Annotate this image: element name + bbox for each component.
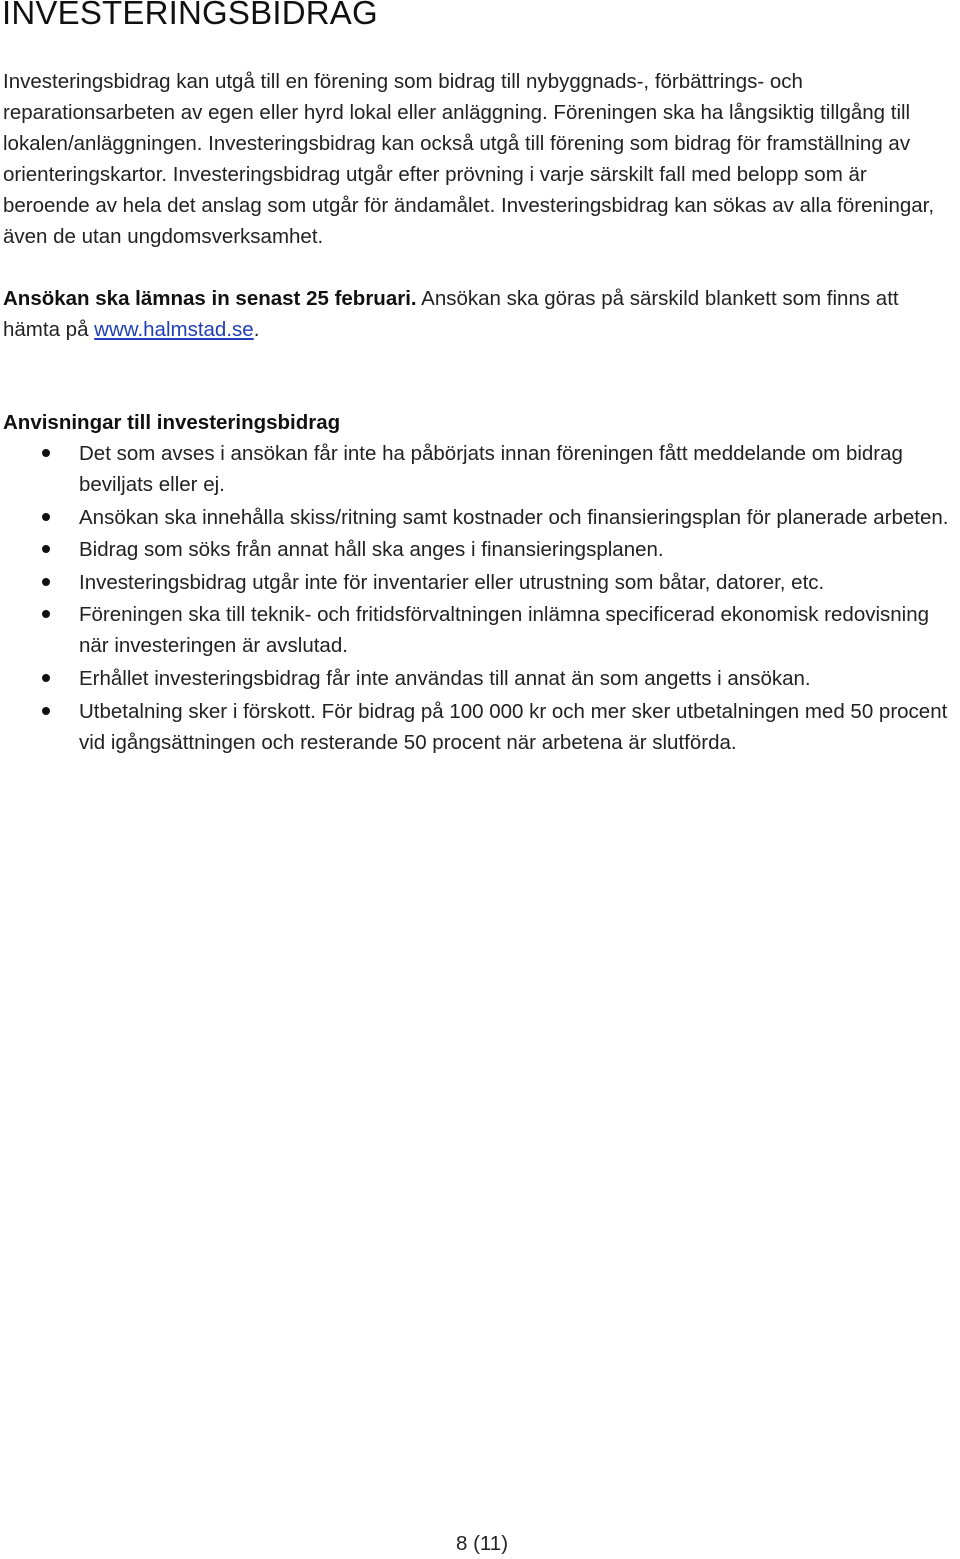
list-item	[0, 502, 960, 533]
list-item-text: Utbetalning sker i förskott. För bidrag på 100 000 kr och mer sker utbetalningen med 50 procent vid igångsättningen och resterande 50 procent när arbetena är slutförda.	[79, 699, 948, 754]
bullet-icon	[42, 674, 50, 682]
bullet-icon	[42, 707, 50, 715]
bullet-icon	[42, 513, 50, 521]
list-item	[0, 438, 960, 500]
list-item-text: Bidrag som söks från annat håll ska anges i finansieringsplanen.	[79, 538, 664, 562]
halmstad-link[interactable]: www.halmstad.se	[94, 318, 254, 341]
list-item	[0, 696, 960, 758]
guidelines-list	[0, 438, 960, 759]
deadline-paragraph	[3, 283, 958, 345]
bullet-icon	[42, 449, 50, 457]
document-title: INVESTERINGSBIDRAG	[2, 0, 378, 31]
bullet-icon	[42, 545, 50, 553]
guidelines-heading: Anvisningar till investeringsbidrag	[3, 411, 341, 434]
list-item-text: Det som avses i ansökan får inte ha påbörjats innan föreningen fått meddelande om bidrag beviljats eller ej.	[79, 442, 903, 496]
page-footer	[0, 1530, 960, 1558]
deadline-bold-text: Ansökan ska lämnas in senast 25 februari.	[3, 287, 417, 310]
list-item-text: Föreningen ska till teknik- och fritidsförvaltningen inlämna specificerad ekonomisk redovisning när investeringen är avslutad.	[79, 603, 930, 658]
list-item	[0, 663, 960, 694]
page-number: 8 (11)	[455, 1532, 509, 1555]
list-item	[0, 599, 960, 661]
list-item	[0, 567, 960, 598]
list-item-text: Investeringsbidrag utgår inte för inventarier eller utrustning som båtar, datorer, etc.	[79, 570, 825, 594]
list-item	[0, 534, 960, 565]
list-item-text: Erhållet investeringsbidrag får inte användas till annat än som angetts i ansökan.	[79, 666, 811, 690]
deadline-text: Ansökan ska göras på särskild blankett som finns att hämta på	[3, 287, 899, 341]
list-item-text: Ansökan ska innehålla skiss/ritning samt kostnader och finansieringsplan för planerade arbeten.	[79, 505, 949, 529]
intro-paragraph: Investeringsbidrag kan utgå till en förening som bidrag till nybyggnads-, förbättrings- och reparationsarbeten av egen eller hyrd lokal eller anläggning. Föreningen ska ha långsiktig tillgång till lokalen/anläggningen. Investeringsbidrag kan också utgå till förening som bidrag för framställning av orienteringskartor. Investeringsbidrag utgår efter prövning i varje särskilt fall med belopp som är beroende av hela det anslag som utgår för ändamålet. Investeringsbidrag kan sökas av alla föreningar, även de utan ungdomsverksamhet.	[3, 70, 935, 248]
deadline-period: .	[253, 318, 260, 341]
bullet-icon	[42, 610, 50, 618]
bullet-icon	[42, 578, 50, 586]
